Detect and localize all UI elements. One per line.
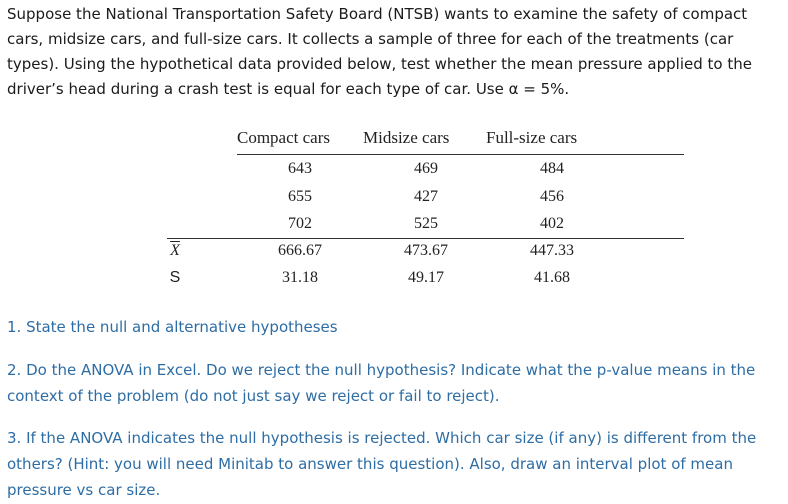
question-2: 2. Do the ANOVA in Excel. Do we reject the null hypothesis? Indicate what the p-value means in the context of the problem (do not just say we reject or fail to reject). [7,361,756,405]
question-3: 3. If the ANOVA indicates the null hypothesis is rejected. Which car size (if any) is different from the others? (Hint: you will need Minitab to answer this question). Also, draw an interval plot of mean pressure vs car size. [7,429,757,499]
cell-fullsize-3: 402 [540,215,564,232]
cell-midsize-1: 469 [414,160,438,177]
header-midsize: Midsize cars [363,128,450,147]
header-rule [237,154,684,155]
means-rule [167,238,684,239]
cell-fullsize-1: 484 [540,160,564,177]
cell-midsize-3: 525 [414,215,438,232]
cell-midsize-2: 427 [414,188,438,205]
question-1: 1. State the null and alternative hypotheses [7,318,338,336]
mean-midsize: 473.67 [404,242,448,259]
header-fullsize: Full-size cars [486,128,578,147]
cell-compact-3: 702 [288,215,312,232]
cell-compact-2: 655 [288,188,312,205]
mean-fullsize: 447.33 [530,242,574,259]
mean-compact: 666.67 [278,242,322,259]
sd-fullsize: 41.68 [534,269,570,286]
sd-midsize: 49.17 [408,269,444,286]
sd-compact: 31.18 [282,269,318,286]
problem-intro: Suppose the National Transportation Safety Board (NTSB) wants to examine the safety of compact cars, midsize cars, and full-size cars. It collects a sample of three for each of the treatments (car types). Using the hypothetical data provided below, test whether the mean pressure applied to the driver’s head during a crash test is equal for each type of car. Use α = 5%. [7,5,752,98]
mean-label: $\overline{X}$ [170,242,180,259]
sd-label: S [169,269,181,286]
cell-compact-1: 643 [288,160,312,177]
header-compact: Compact cars [237,128,330,147]
cell-fullsize-2: 456 [540,188,564,205]
